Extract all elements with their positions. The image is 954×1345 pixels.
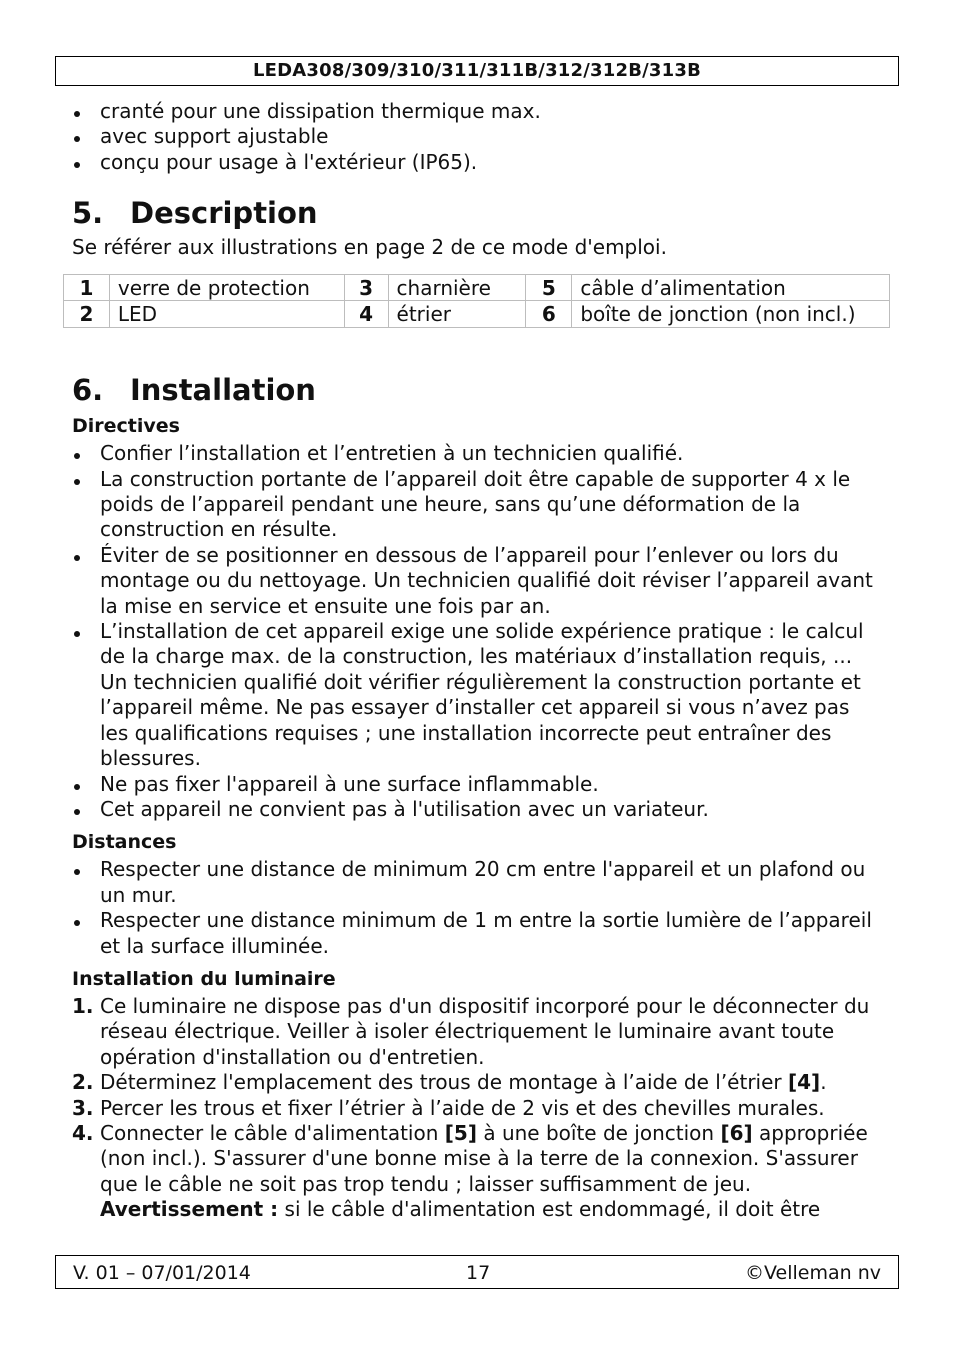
table-row bbox=[64, 275, 890, 301]
component-reference: [6] bbox=[720, 1120, 753, 1145]
bullet-item: avec support ajustable bbox=[72, 124, 884, 149]
install-step bbox=[72, 1070, 884, 1095]
part-label-cell: étrier bbox=[388, 301, 526, 328]
section-number: 6. bbox=[72, 373, 104, 408]
step-number: 2. bbox=[72, 1070, 94, 1095]
document-footer bbox=[55, 1255, 899, 1289]
step-text: appropriée (non incl.). S'assurer d'une bonne mise à la terre de la connexion. S'assurer que le câble ne soit pas trop tendu ; laisser suffisamment de jeu. bbox=[100, 1120, 868, 1196]
bullet-item: Confier l’installation et l’entretien à un technicien qualifié. bbox=[72, 441, 884, 466]
section-number: 5. bbox=[72, 196, 104, 231]
step-text: Déterminez l'emplacement des trous de montage à l’aide de l’étrier bbox=[100, 1070, 788, 1095]
bullet-item: L’installation de cet appareil exige une solide expérience pratique : le calcul de la charge max. de la construction, les matériaux d’installation requis, ... Un technicien qualifié doit vérifier régulièrement la construction portante et l’appareil même. Ne pas essayer d’installer cet appareil si vous n’avez pas les qualifications requises ; une installation incorrecte peut entraîner des blessures. bbox=[72, 619, 884, 771]
table-row bbox=[64, 301, 890, 328]
step-number: 1. bbox=[72, 993, 94, 1018]
bullet-item: Cet appareil ne convient pas à l'utilisation avec un variateur. bbox=[72, 797, 884, 822]
step-text: Connecter le câble d'alimentation bbox=[100, 1120, 445, 1145]
component-reference: [4] bbox=[788, 1070, 821, 1095]
parts-table bbox=[63, 274, 890, 328]
bullet-item: cranté pour une dissipation thermique max. bbox=[72, 99, 884, 124]
part-number-cell: 2 bbox=[64, 301, 110, 328]
step-text: à une boîte de jonction bbox=[476, 1120, 721, 1145]
footer-copyright: ©Velleman nv bbox=[745, 1262, 881, 1284]
section-5-heading bbox=[72, 195, 884, 231]
distances-list bbox=[72, 857, 884, 959]
step-text: Percer les trous et fixer l’étrier à l’aide de 2 vis et des chevilles murales. bbox=[100, 1095, 825, 1120]
part-label-cell: boîte de jonction (non incl.) bbox=[572, 301, 890, 328]
bullet-item: conçu pour usage à l'extérieur (IP65). bbox=[72, 150, 884, 175]
part-label-cell: LED bbox=[109, 301, 344, 328]
directives-heading: Directives bbox=[72, 415, 180, 438]
part-number-cell: 5 bbox=[526, 275, 572, 301]
component-reference: [5] bbox=[444, 1120, 477, 1145]
install-heading: Installation du luminaire bbox=[72, 967, 336, 990]
footer-version: V. 01 – 07/01/2014 bbox=[73, 1262, 251, 1284]
install-step bbox=[72, 994, 884, 1070]
part-number-cell: 4 bbox=[344, 301, 388, 328]
section-title: Description bbox=[130, 196, 318, 231]
section-5-text: Se référer aux illustrations en page 2 de ce mode d'emploi. bbox=[72, 235, 667, 260]
header-title: LEDA308/309/310/311/311B/312/312B/313B bbox=[252, 60, 701, 81]
bullet-item: Ne pas fixer l'appareil à une surface inflammable. bbox=[72, 772, 884, 797]
part-label-cell: câble d’alimentation bbox=[572, 275, 890, 301]
part-label-cell: verre de protection bbox=[109, 275, 344, 301]
part-number-cell: 1 bbox=[64, 275, 110, 301]
bullet-item: Éviter de se positionner en dessous de l’appareil pour l’enlever ou lors du montage ou du nettoyage. Un technicien qualifié doit réviser l’appareil avant la mise en service et ensuite une fois par an. bbox=[72, 543, 884, 619]
install-step bbox=[72, 1121, 884, 1223]
bullet-item: Respecter une distance de minimum 20 cm entre l'appareil et un plafond ou un mur. bbox=[72, 857, 884, 908]
section-title: Installation bbox=[130, 373, 316, 408]
directives-list bbox=[72, 441, 884, 822]
warning-text: si le câble d'alimentation est endommagé, il doit être bbox=[278, 1197, 821, 1222]
step-number: 3. bbox=[72, 1095, 94, 1120]
intro-bullet-list bbox=[72, 99, 884, 175]
part-number-cell: 3 bbox=[344, 275, 388, 301]
part-label-cell: charnière bbox=[388, 275, 526, 301]
page-content bbox=[72, 99, 884, 1223]
warning-label: Avertissement : bbox=[100, 1197, 279, 1222]
footer-page-number: 17 bbox=[466, 1262, 491, 1284]
distances-heading: Distances bbox=[72, 831, 177, 854]
step-number: 4. bbox=[72, 1120, 94, 1145]
section-6-heading bbox=[72, 372, 884, 408]
bullet-item: La construction portante de l’appareil doit être capable de supporter 4 x le poids de l’appareil pendant une heure, sans qu’une déformation de la construction en résulte. bbox=[72, 467, 884, 543]
document-header bbox=[55, 56, 899, 86]
install-step bbox=[72, 1096, 884, 1121]
step-text: Ce luminaire ne dispose pas d'un dispositif incorporé pour le déconnecter du réseau électrique. Veiller à isoler électriquement le luminaire avant toute opération d'installation ou d'entretien. bbox=[100, 993, 870, 1069]
install-steps-list bbox=[72, 994, 884, 1223]
bullet-item: Respecter une distance minimum de 1 m entre la sortie lumière de l’appareil et la surface illuminée. bbox=[72, 908, 884, 959]
part-number-cell: 6 bbox=[526, 301, 572, 328]
step-text: . bbox=[820, 1070, 827, 1095]
